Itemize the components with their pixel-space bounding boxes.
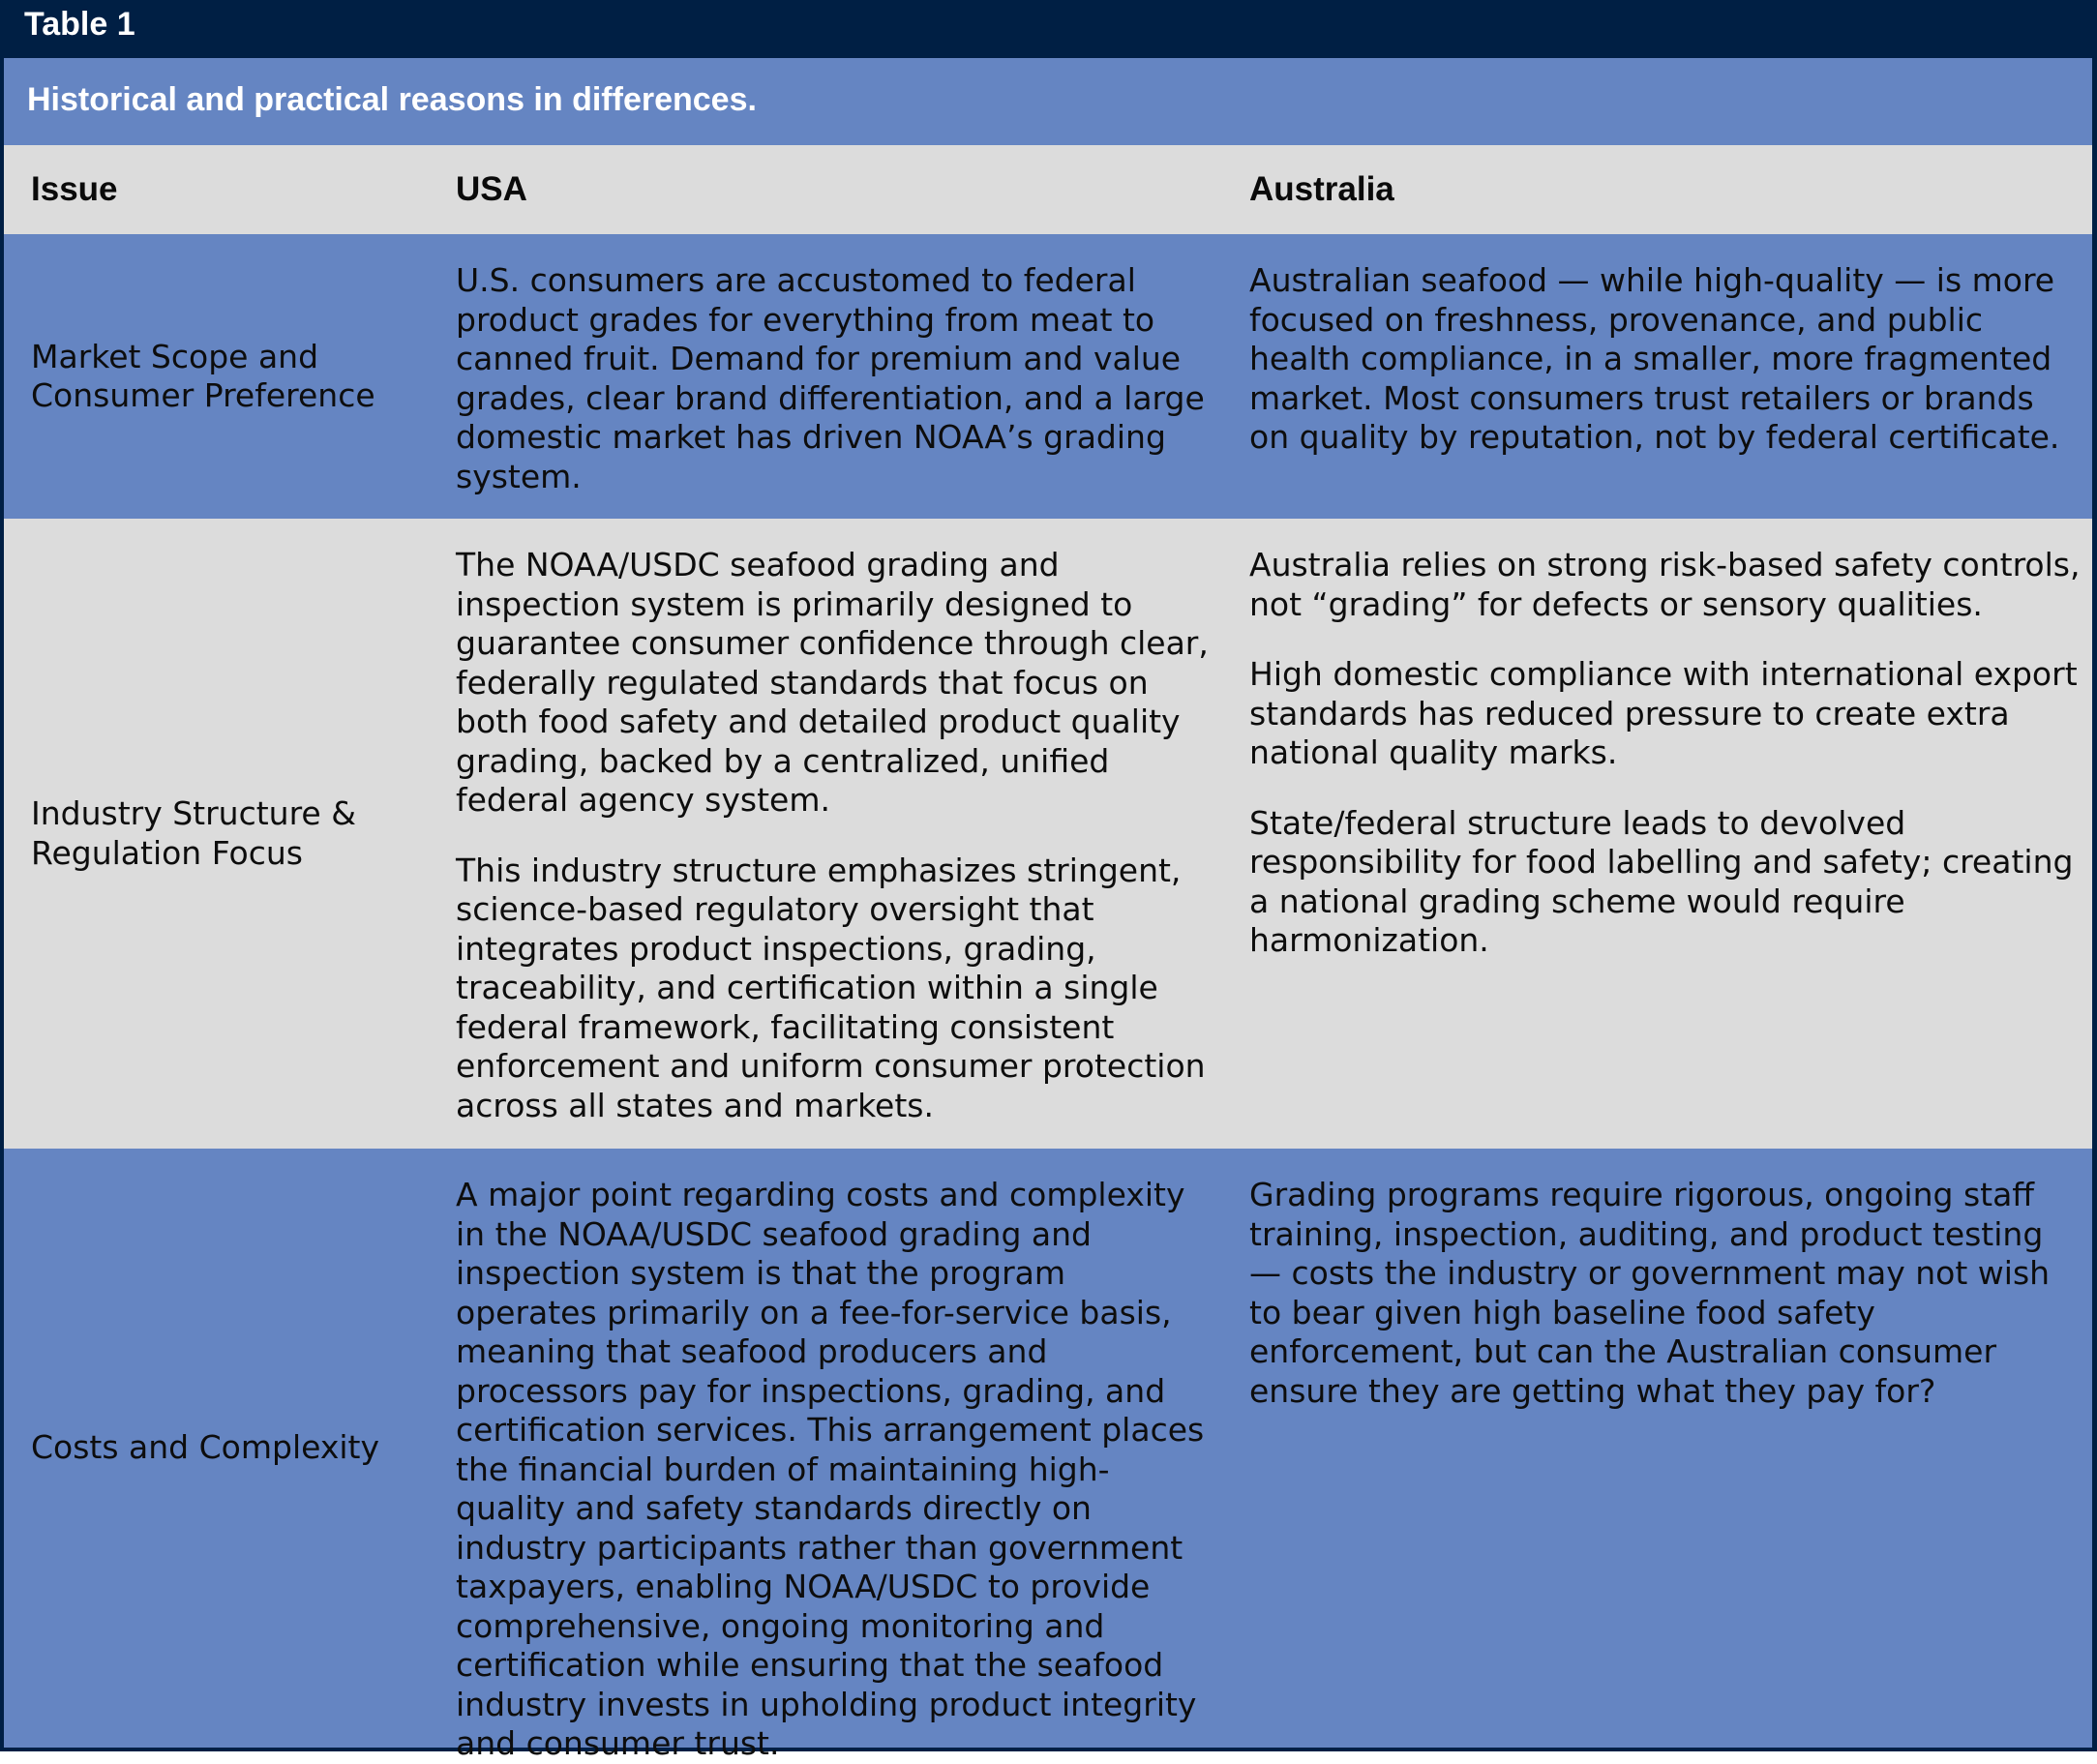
usa-paragraph: The NOAA/USDC seafood grading and inspection system is primarily designed to guarantee consumer confidence through clear, federally regulated standards that focus on both food safety and detailed product quality grading, backed by a centralized, unified federal agency system.: [456, 546, 1209, 819]
usa-cell: [456, 1176, 1211, 1764]
issue-cell: [31, 519, 428, 1149]
table-caption: Historical and practical reasons in differences.: [27, 81, 757, 118]
australia-paragraph: Australia relies on strong risk-based safety controls, not “grading” for defects or sensory qualities.: [1249, 546, 2081, 623]
table-row: [4, 1149, 2092, 1762]
issue-text: Market Scope and Consumer Preference: [31, 337, 375, 414]
table-row: [4, 234, 2092, 519]
australia-paragraph: State/federal structure leads to devolved responsibility for food labelling and safety; creating a national grading scheme would require harmonization.: [1249, 803, 2074, 959]
australia-paragraph: Australian seafood — while high-quality — is more focused on freshness, provenance, and public health compliance, in a smaller, more fragmented market. Most consumers trust retailers or brands on quality by reputation, not by federal certificate.: [1249, 261, 2060, 456]
table-caption-bar: [4, 58, 2092, 145]
issue-cell: [31, 234, 428, 519]
column-header-usa: USA: [456, 170, 527, 208]
usa-cell: [456, 546, 1211, 1125]
usa-paragraph: U.S. consumers are accustomed to federal product grades for everything from meat to canned fruit. Demand for premium and value grades, clear brand differentiation, and a large domestic market has driven NOAA’s grading system.: [456, 261, 1205, 495]
usa-paragraph: A major point regarding costs and complexity in the NOAA/USDC seafood grading and inspection system is that the program operates primarily on a fee-for-service basis, meaning that seafood producers and processors pay for inspections, grading, and certification services. This arrangement places the financial burden of maintaining high-quality and safety standards directly on industry participants rather than government taxpayers, enabling NOAA/USDC to provide comprehensive, ongoing monitoring and certification while ensuring that the seafood industry invests in upholding product integrity and consumer trust.: [456, 1176, 1205, 1762]
australia-cell: [1249, 1176, 2082, 1411]
table-row: [4, 519, 2092, 1149]
issue-cell: [31, 1149, 428, 1748]
usa-cell: [456, 261, 1211, 496]
issue-text: Costs and Complexity: [31, 1428, 380, 1467]
australia-paragraph: Grading programs require rigorous, ongoing staff training, inspection, auditing, and product testing — costs the industry or government may not wish to bear given high baseline food safety enforcement, but can the Australian consumer ensure they are getting what they pay for?: [1249, 1176, 2051, 1410]
column-header-issue: Issue: [31, 170, 118, 208]
australia-cell: [1249, 546, 2082, 961]
usa-paragraph: This industry structure emphasizes stringent, science-based regulatory oversight that integrates product inspections, grading, traceability, and certification within a single federal framework, facilitating consistent enforcement and uniform consumer protection across all states and markets.: [456, 851, 1206, 1124]
table-header-row: [4, 145, 2092, 234]
issue-text: Industry Structure & Regulation Focus: [31, 794, 356, 872]
australia-paragraph: High domestic compliance with international export standards has reduced pressure to create extra national quality marks.: [1249, 655, 2078, 771]
table-title-bar: [0, 0, 2097, 58]
column-header-australia: Australia: [1249, 170, 1394, 208]
australia-cell: [1249, 261, 2082, 458]
table-label: Table 1: [24, 6, 135, 43]
